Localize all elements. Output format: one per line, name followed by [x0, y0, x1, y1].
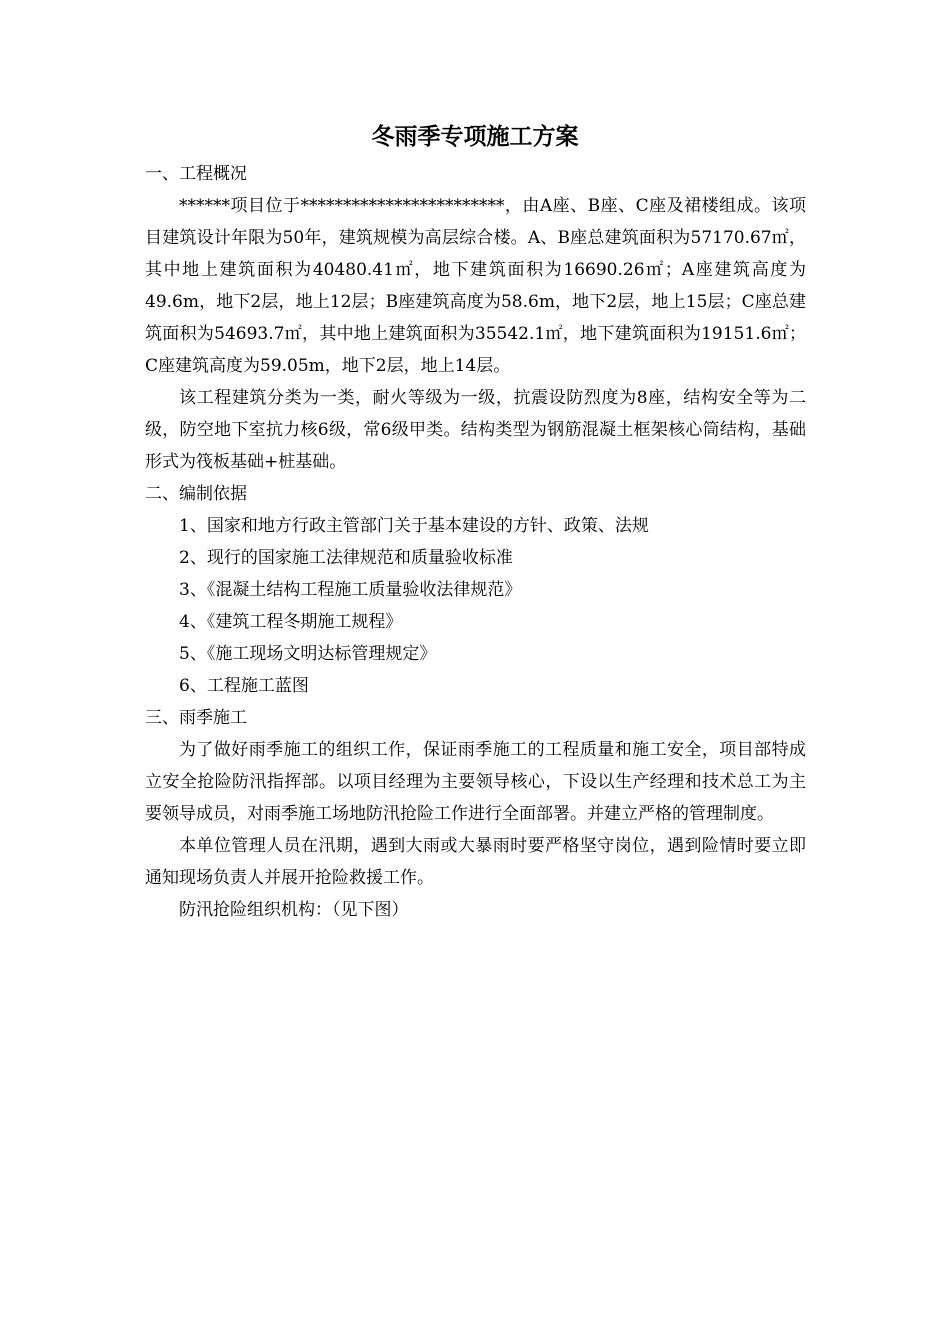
- paragraph-rainy-organization: 为了做好雨季施工的组织工作，保证雨季施工的工程质量和施工安全，项目部特成立安全抢险防汛指挥部。以项目经理为主要领导核心，下设以生产经理和技术总工为主要领导成员，对雨季施工场地防汛抢险工作进行全面部署。并建立严格的管理制度。: [145, 740, 806, 824]
- list-item: 3、《混凝土结构工程施工质量验收法律规范》: [179, 580, 522, 600]
- list-item: 5、《施工现场文明达标管理规定》: [179, 644, 437, 664]
- list-item: 1、国家和地方行政主管部门关于基本建设的方针、政策、法规: [179, 516, 649, 536]
- list-item: 2、现行的国家施工法律规范和质量验收标准: [179, 548, 513, 568]
- paragraph-building-classification: 该工程建筑分类为一类，耐火等级为一级，抗震设防烈度为8座，结构安全等为二级，防空地下室抗力核6级，常6级甲类。结构类型为钢筋混凝土框架核心筒结构，基础形式为筏板基础+桩基础。: [145, 388, 806, 472]
- paragraph-flood-duty: 本单位管理人员在汛期，遇到大雨或大暴雨时要严格坚守岗位，遇到险情时要立即通知现场负责人并展开抢险救援工作。: [145, 836, 806, 888]
- document-title: 冬雨季专项施工方案: [371, 123, 579, 150]
- document-body: [145, 158, 806, 926]
- section-heading-basis: 二、编制依据: [145, 484, 247, 504]
- list-item: 6、工程施工蓝图: [179, 676, 309, 696]
- paragraph-org-structure: 防汛抢险组织机构：（见下图）: [179, 900, 409, 920]
- section-heading-rainy-season: 三、雨季施工: [145, 708, 247, 728]
- list-item: 4、《建筑工程冬期施工规程》: [179, 612, 403, 632]
- section-heading-overview: 一、工程概况: [145, 164, 247, 184]
- basis-list: [145, 510, 806, 702]
- paragraph-project-location: ******项目位于************************，由A座、B座、C座及裙楼组成。该项目建筑设计年限为50年，建筑规模为高层综合楼。A、B座总建筑面积为57170.67㎡，其中地上建筑面积为40480.41㎡，地下建筑面积为16690.26㎡；A座建筑高度为49.6m，地下2层，地上12层；B座建筑高度为58.6m，地下2层，地上15层；C座总建筑面积为54693.7㎡，其中地上建筑面积为35542.1㎡，地下建筑面积为19151.6㎡；C座建筑高度为59.05m，地下2层，地上14层。: [145, 196, 806, 376]
